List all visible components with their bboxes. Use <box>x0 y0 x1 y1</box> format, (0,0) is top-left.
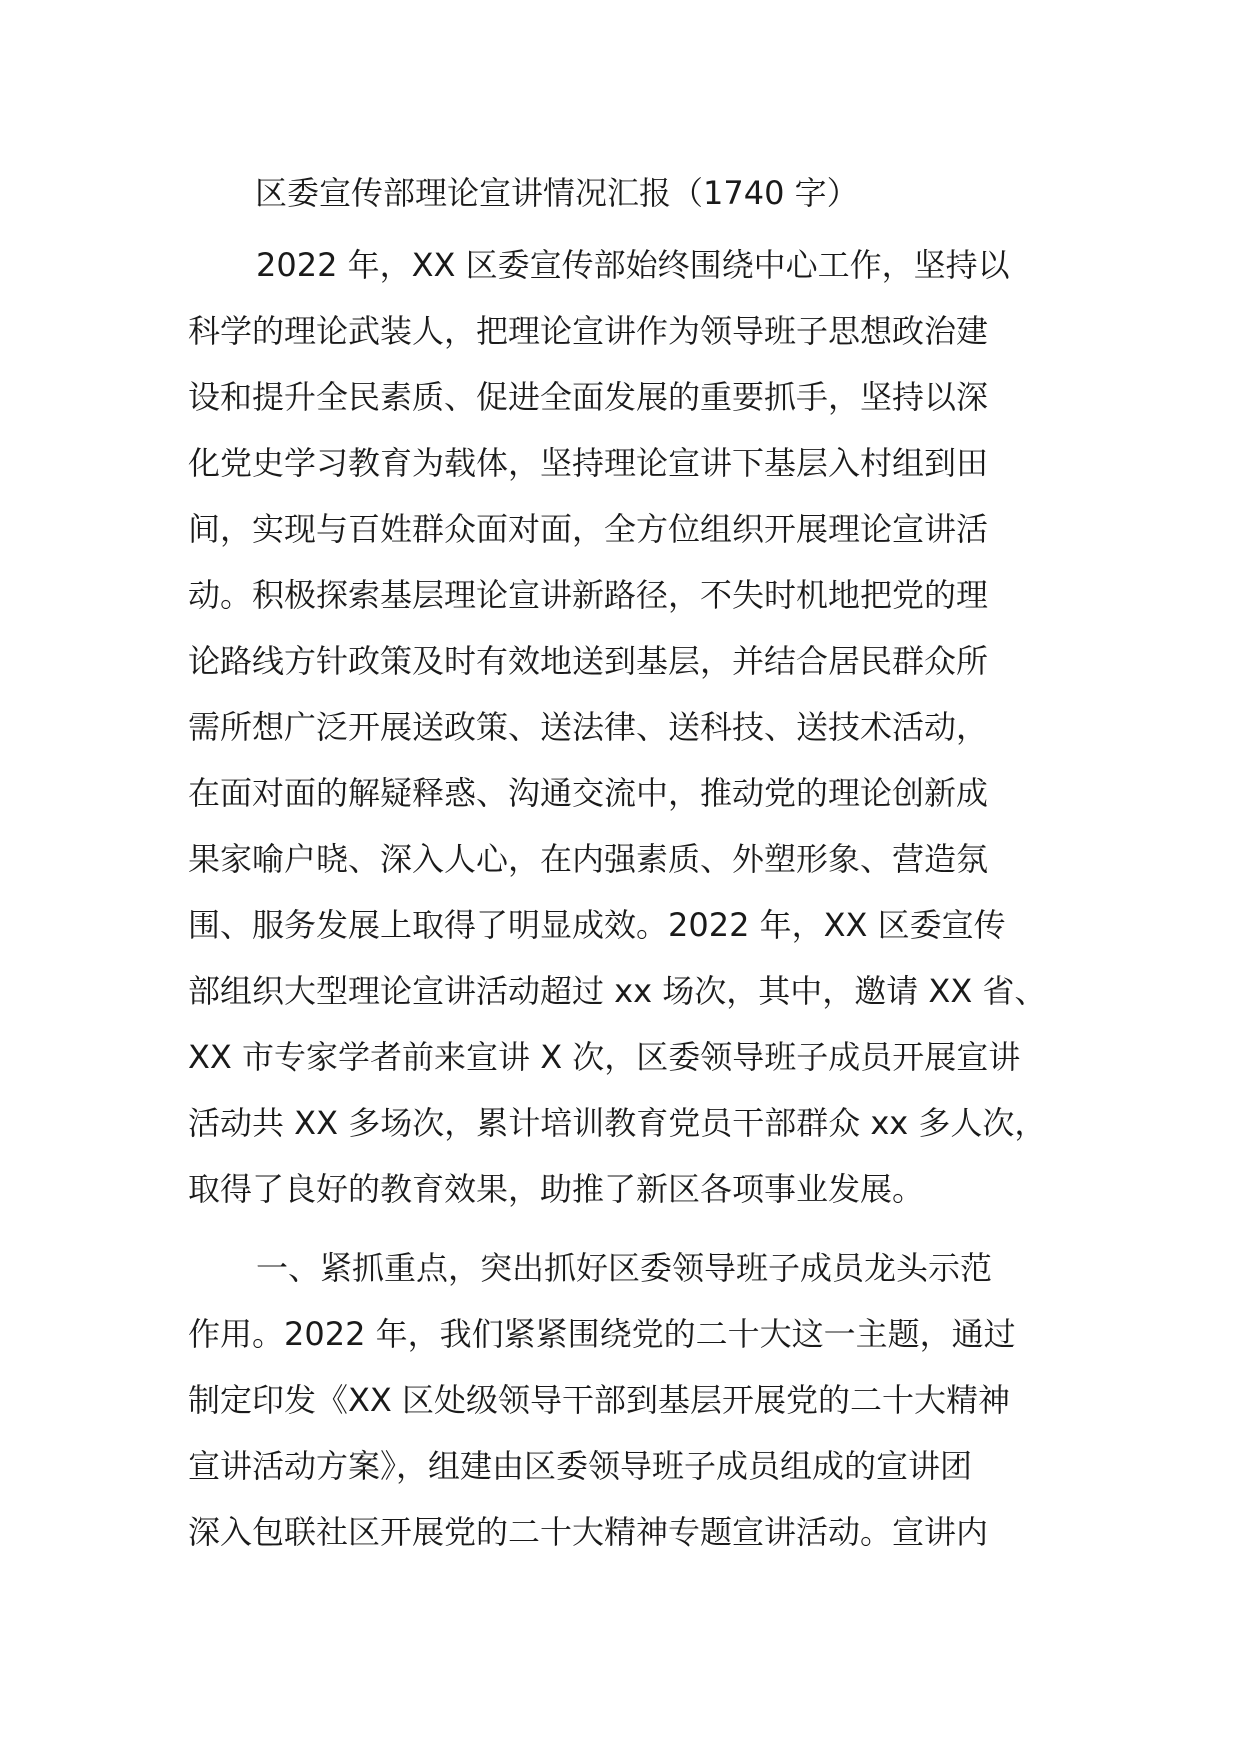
paragraph-line: 化党史学习教育为载体，坚持理论宣讲下基层入村组到田 <box>188 444 989 482</box>
paragraph-section-one <box>188 1235 1068 1565</box>
paragraph-line: 一、紧抓重点，突出抓好区委领导班子成员龙头示范 <box>256 1249 993 1287</box>
paragraph-line: 论路线方针政策及时有效地送到基层，并结合居民群众所 <box>188 642 989 680</box>
paragraph-line: 在面对面的解疑释惑、沟通交流中，推动党的理论创新成 <box>188 774 989 812</box>
paragraph-line: 深入包联社区开展党的二十大精神专题宣讲活动。宣讲内 <box>188 1513 989 1551</box>
paragraph-line: XX 市专家学者前来宣讲 X 次，区委领导班子成员开展宣讲 <box>188 1038 1021 1076</box>
paragraph-line: 2022 年，XX 区委宣传部始终围绕中心工作，坚持以 <box>256 246 1010 284</box>
paragraph-line: 科学的理论武装人，把理论宣讲作为领导班子思想政治建 <box>188 312 989 350</box>
paragraph-line: 活动共 XX 多场次，累计培训教育党员干部群众 xx 多人次， <box>188 1104 1047 1142</box>
paragraph-line: 需所想广泛开展送政策、送法律、送科技、送技术活动， <box>188 708 989 746</box>
paragraph-line: 作用。2022 年，我们紧紧围绕党的二十大这一主题，通过 <box>188 1315 1016 1353</box>
paragraph-line: 果家喻户晓、深入人心，在内强素质、外塑形象、营造氛 <box>188 840 989 878</box>
paragraph-line: 取得了良好的教育效果，助推了新区各项事业发展。 <box>188 1170 925 1208</box>
paragraph-line: 设和提升全民素质、促进全面发展的重要抓手，坚持以深 <box>188 378 989 416</box>
document-title: 区委宣传部理论宣讲情况汇报（1740 字） <box>255 174 859 212</box>
paragraph-line: 间，实现与百姓群众面对面，全方位组织开展理论宣讲活 <box>188 510 989 548</box>
paragraph-line: 宣讲活动方案》，组建由区委领导班子成员组成的宣讲团 <box>188 1447 973 1485</box>
paragraph-intro <box>188 232 1068 1222</box>
paragraph-line: 围、服务发展上取得了明显成效。2022 年，XX 区委宣传 <box>188 906 1006 944</box>
paragraph-line: 制定印发《XX 区处级领导干部到基层开展党的二十大精神 <box>188 1381 1011 1419</box>
paragraph-line: 动。积极探索基层理论宣讲新路径，不失时机地把党的理 <box>188 576 989 614</box>
paragraph-line: 部组织大型理论宣讲活动超过 xx 场次，其中，邀请 XX 省、 <box>188 972 1047 1010</box>
